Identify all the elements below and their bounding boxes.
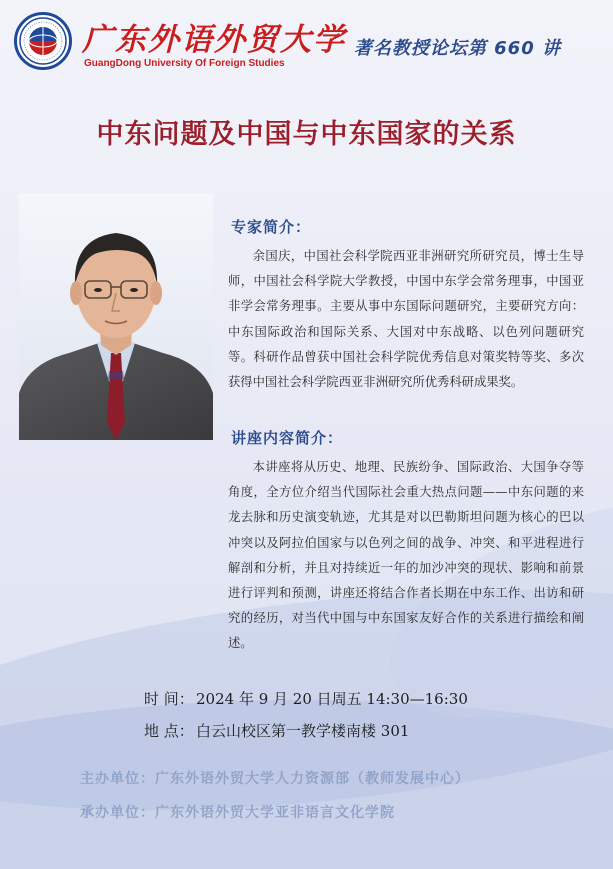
forum-number: 著名教授论坛第 660 讲 — [353, 38, 561, 59]
university-name-en: GuangDong University Of Foreign Studies — [84, 58, 285, 69]
bio-heading: 专家简介： — [231, 218, 312, 236]
place-label: 地 点： — [144, 722, 194, 740]
host-organization: 主办单位：广东外语外贸大学人力资源部（教师发展中心） — [80, 771, 470, 787]
event-time — [144, 688, 468, 709]
speaker-photo — [19, 193, 213, 440]
lecture-text: 本讲座将从历史、地理、民族纷争、国际政治、大国争夺等角度，全方位介绍当代国际社会重大热点问题——中东问题的来龙去脉和历史演变轨迹，尤其是对以巴勒斯坦问题为核心的巴以冲突以及阿拉伯国家与以色列之间的战争、冲突、和平进程进行解剖和分析，并且对持续近一年的加沙冲突的现状、影响和前景进行评判和预测，讲座还将结合作者长期在中东工作、出访和研究的经历，对当代中国与中东国家友好合作的关系进行描绘和阐述。 — [228, 460, 584, 651]
lecture-title: 中东问题及中国与中东国家的关系 — [96, 119, 517, 150]
time-value: 2024 年 9 月 20 日周五 14:30—16:30 — [196, 690, 468, 708]
time-label: 时 间： — [144, 690, 194, 708]
lecture-heading: 讲座内容简介： — [231, 429, 344, 447]
university-name-cn: 广东外语外贸大学 — [82, 22, 346, 58]
place-value: 白云山校区第一教学楼南楼 301 — [196, 722, 410, 740]
organizer-organization: 承办单位：广东外语外贸大学亚非语言文化学院 — [80, 805, 395, 821]
poster-header — [0, 0, 613, 88]
bio-text: 余国庆，中国社会科学院西亚非洲研究所研究员，博士生导师，中国社会科学院大学教授，中国中东学会常务理事，中国亚非学会常务理事。主要从事中东国际问题研究，主要研究方向：中东国际政治和国际关系、大国对中东战略、以色列问题研究等。科研作品曾获中国社会科学院优秀信息对策奖特等奖、多次获得中国社会科学院西亚非洲研究所优秀科研成果奖。 — [228, 249, 584, 390]
university-seal-icon — [14, 12, 72, 70]
event-place — [144, 720, 409, 741]
